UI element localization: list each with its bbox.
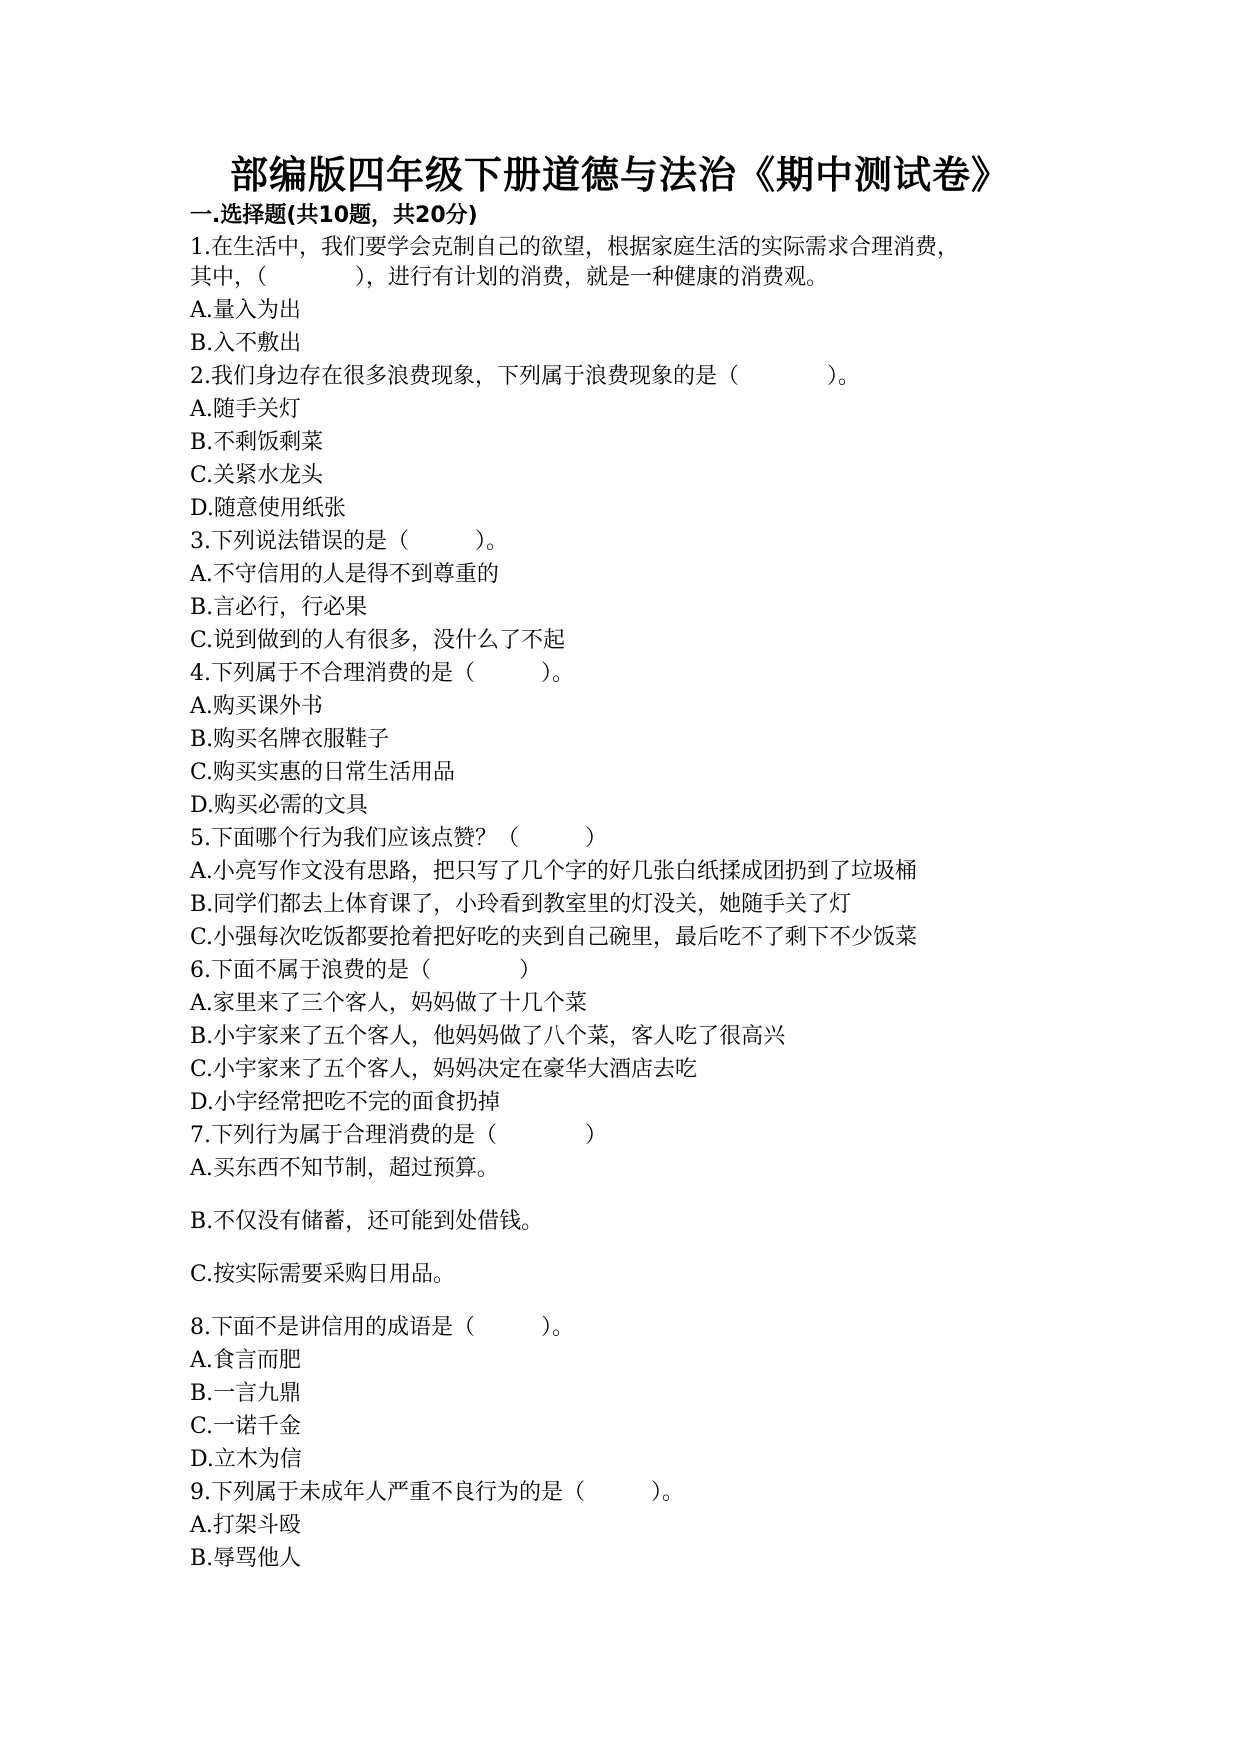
- question-6-option-c: C.小宇家来了五个客人，妈妈决定在豪华大酒店去吃: [190, 1057, 698, 1082]
- question-4-option-d: D.购买必需的文具: [190, 793, 368, 818]
- question-2-option-b: B.不剩饭剩菜: [190, 430, 324, 455]
- question-6-option-a: A.家里来了三个客人，妈妈做了十几个菜: [190, 991, 587, 1016]
- question-3-option-b: B.言必行，行必果: [190, 595, 368, 620]
- question-4-option-b: B.购买名牌衣服鞋子: [190, 727, 390, 752]
- question-8-stem: 8.下面不是讲信用的成语是（ ）。: [190, 1315, 574, 1340]
- question-4-option-a: A.购买课外书: [190, 694, 323, 719]
- question-7-option-b: B.不仅没有储蓄，还可能到处借钱。: [190, 1209, 544, 1234]
- question-6-option-b: B.小宇家来了五个客人，他妈妈做了八个菜，客人吃了很高兴: [190, 1024, 786, 1049]
- section-heading: 一.选择题(共10题，共20分): [190, 203, 478, 228]
- question-7-option-c: C.按实际需要采购日用品。: [190, 1262, 456, 1287]
- question-8-option-b: B.一言九鼎: [190, 1381, 302, 1406]
- question-2-option-a: A.随手关灯: [190, 397, 301, 422]
- question-7-option-a: A.买东西不知节制，超过预算。: [190, 1156, 499, 1181]
- question-6-option-d: D.小宇经常把吃不完的面食扔掉: [190, 1090, 500, 1115]
- question-8-option-d: D.立木为信: [190, 1447, 302, 1472]
- question-5-option-a: A.小亮写作文没有思路，把只写了几个字的好几张白纸揉成团扔到了垃圾桶: [190, 859, 917, 884]
- question-2-stem: 2.我们身边存在很多浪费现象，下列属于浪费现象的是（ ）。: [190, 364, 860, 389]
- question-9-option-b: B.辱骂他人: [190, 1546, 302, 1571]
- question-1-option-b: B.入不敷出: [190, 331, 302, 356]
- question-2-option-c: C.关紧水龙头: [190, 463, 324, 488]
- question-3-stem: 3.下列说法错误的是（ ）。: [190, 529, 508, 554]
- question-1-option-a: A.量入为出: [190, 298, 301, 323]
- question-1-stem: 1.在生活中，我们要学会克制自己的欲望，根据家庭生活的实际需求合理消费，: [190, 235, 959, 260]
- question-5-stem: 5.下面哪个行为我们应该点赞？（ ）: [190, 826, 607, 851]
- page-title: 部编版四年级下册道德与法治《期中测试卷》: [229, 153, 1010, 197]
- question-4-stem: 4.下列属于不合理消费的是（ ）。: [190, 661, 574, 686]
- question-9-option-a: A.打架斗殴: [190, 1513, 301, 1538]
- question-3-option-a: A.不守信用的人是得不到尊重的: [190, 562, 499, 587]
- question-2-option-d: D.随意使用纸张: [190, 496, 346, 521]
- question-8-option-c: C.一诺千金: [190, 1414, 302, 1439]
- question-3-option-c: C.说到做到的人有很多，没什么了不起: [190, 628, 566, 653]
- question-5-option-b: B.同学们都去上体育课了，小玲看到教室里的灯没关，她随手关了灯: [190, 892, 852, 917]
- question-1-stem-cont: 其中，（ ），进行有计划的消费，就是一种健康的消费观。: [190, 265, 829, 290]
- question-4-option-c: C.购买实惠的日常生活用品: [190, 760, 456, 785]
- question-6-stem: 6.下面不属于浪费的是（ ）: [190, 958, 541, 983]
- question-7-stem: 7.下列行为属于合理消费的是（ ）: [190, 1123, 607, 1148]
- question-9-stem: 9.下列属于未成年人严重不良行为的是（ ）。: [190, 1480, 684, 1505]
- question-5-option-c: C.小强每次吃饭都要抢着把好吃的夹到自己碗里，最后吃不了剩下不少饭菜: [190, 925, 918, 950]
- question-8-option-a: A.食言而肥: [190, 1348, 301, 1373]
